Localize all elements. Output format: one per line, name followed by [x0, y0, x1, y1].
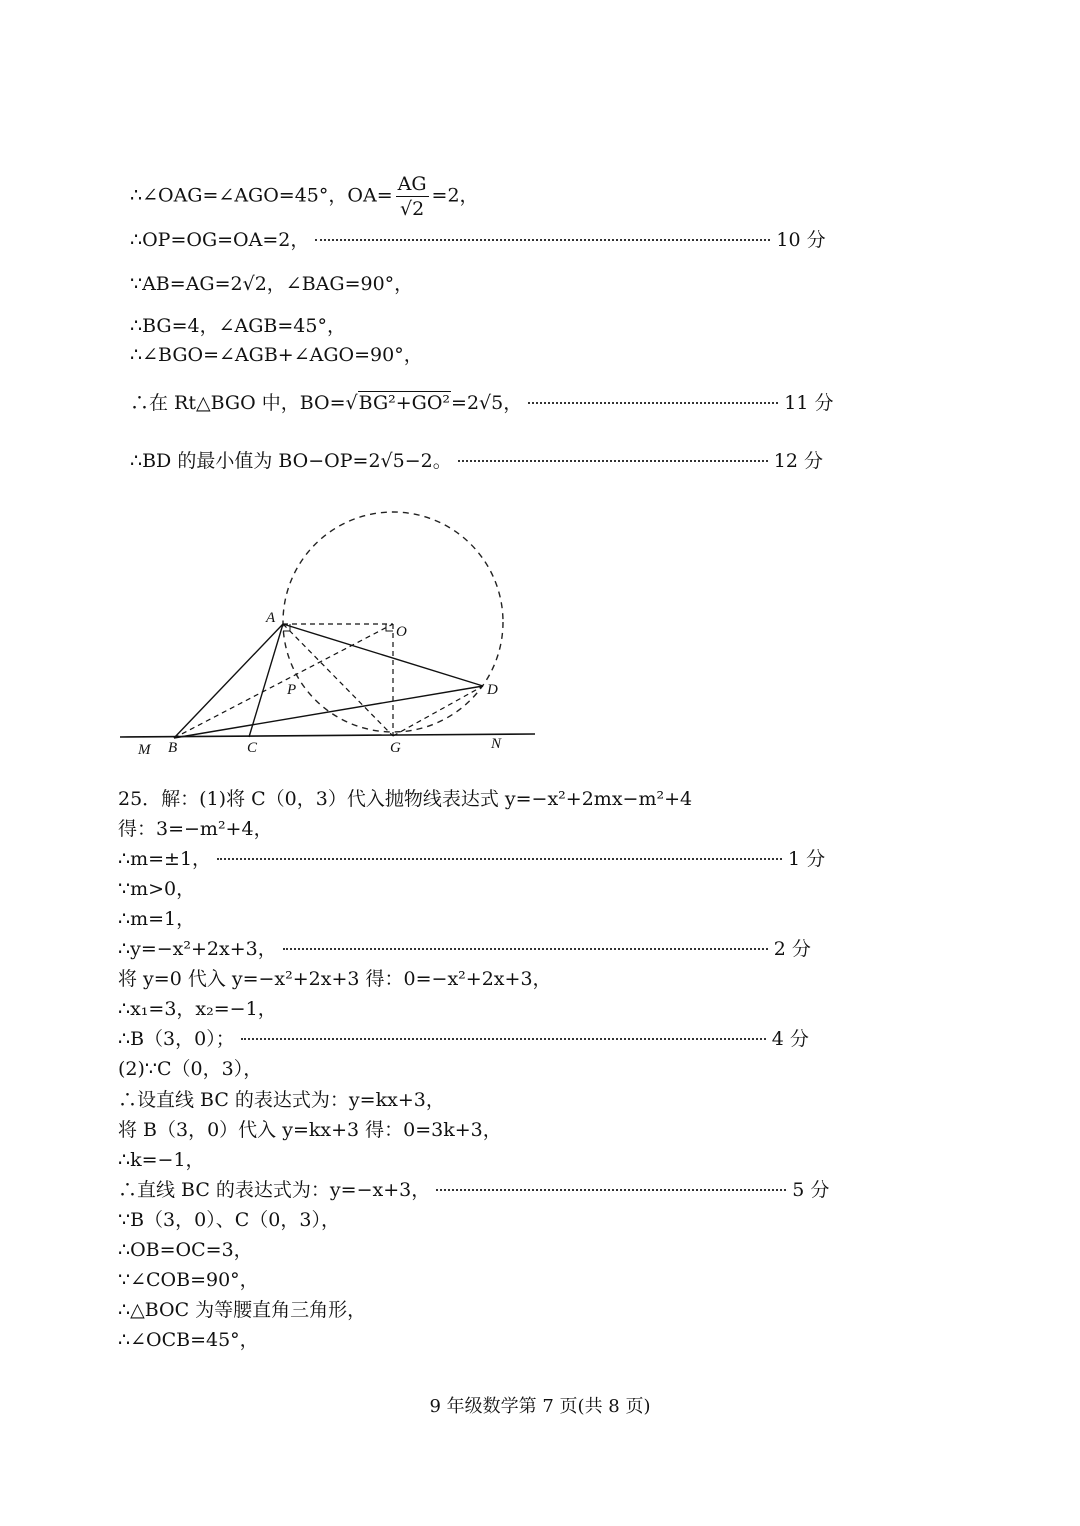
q25-line-16: ∴OB=OC=3，: [118, 1239, 253, 1261]
q25-line-9: ∴B（3，0）； 4 分: [118, 1028, 809, 1050]
dot-leader: [283, 948, 768, 950]
score-11: 11 分: [784, 392, 834, 414]
q25-line-14: ∴直线 BC 的表达式为：y=−x+3， 5 分: [118, 1179, 830, 1201]
page-footer: 9 年级数学第 7 页(共 8 页): [429, 1396, 651, 1417]
label-p: P: [287, 682, 297, 698]
score-4: 4 分: [771, 1028, 809, 1050]
line-bd-min: ∴BD 的最小值为 BO−OP=2√5−2。 12 分: [130, 450, 823, 472]
dot-leader: [241, 1038, 766, 1040]
score-12: 12 分: [773, 450, 823, 472]
label-a: A: [266, 610, 276, 626]
q25-line-15: ∵B（3，0）、C（0，3），: [118, 1209, 340, 1231]
label-b: B: [168, 740, 178, 756]
q25-line-19: ∴∠OCB=45°，: [118, 1329, 259, 1351]
q25-line-13: ∴k=−1，: [118, 1149, 205, 1171]
label-n: N: [491, 736, 502, 752]
q25-line-11: ∴设直线 BC 的表达式为：y=kx+3，: [118, 1089, 445, 1111]
label-c: C: [247, 740, 258, 756]
q25-line-8: ∴x₁=3，x₂=−1，: [118, 998, 277, 1020]
label-g: G: [390, 740, 401, 756]
dashed-bp: [174, 624, 393, 738]
line-oag: ∴∠OAG=∠AGO=45°，OA= $\frac{AG}{√2}$ =2，: [130, 173, 479, 220]
q25-line-5: ∴m=1，: [118, 908, 196, 930]
dot-leader: [217, 858, 782, 860]
segment-ad: [283, 624, 483, 686]
q25-line-10: (2)∵C（0，3），: [118, 1058, 263, 1080]
q25-line-12: 将 B（3，0）代入 y=kx+3 得：0=3k+3，: [118, 1119, 502, 1141]
q25-line-2: 得：3=−m²+4，: [118, 818, 273, 840]
line-bo: ∴在 Rt△BGO 中，BO=√BG²+GO²=2√5， 11 分: [130, 392, 834, 414]
q25-line-1: 25．解：(1)将 C（0，3）代入抛物线表达式 y=−x²+2mx−m²+4: [118, 788, 693, 810]
score-1: 1 分: [788, 848, 826, 870]
q25-line-3: ∴m=±1， 1 分: [118, 848, 826, 870]
label-d: D: [487, 682, 498, 698]
q25-line-6: ∴y=−x²+2x+3， 2 分: [118, 938, 811, 960]
line-ab: ∵AB=AG=2√2，∠BAG=90°，: [130, 273, 414, 295]
segment-ab: [174, 624, 283, 738]
q25-line-4: ∵m>0，: [118, 878, 196, 900]
q25-line-17: ∵∠COB=90°，: [118, 1269, 259, 1291]
dot-leader: [436, 1189, 786, 1191]
score-2: 2 分: [773, 938, 811, 960]
line-bgo: ∴∠BGO=∠AGB+∠AGO=90°，: [130, 344, 423, 366]
label-m: M: [138, 742, 151, 758]
line-op: ∴OP=OG=OA=2， 10 分: [130, 229, 826, 251]
score-5: 5 分: [792, 1179, 830, 1201]
q25-line-18: ∴△BOC 为等腰直角三角形，: [118, 1299, 367, 1321]
q25-line-7: 将 y=0 代入 y=−x²+2x+3 得：0=−x²+2x+3，: [118, 968, 552, 990]
score-10: 10 分: [776, 229, 826, 251]
label-o: O: [396, 624, 407, 640]
line-bg: ∴BG=4，∠AGB=45°，: [130, 315, 346, 337]
fraction-ag-over-root2: $\frac{AG}{√2}$: [397, 173, 427, 220]
